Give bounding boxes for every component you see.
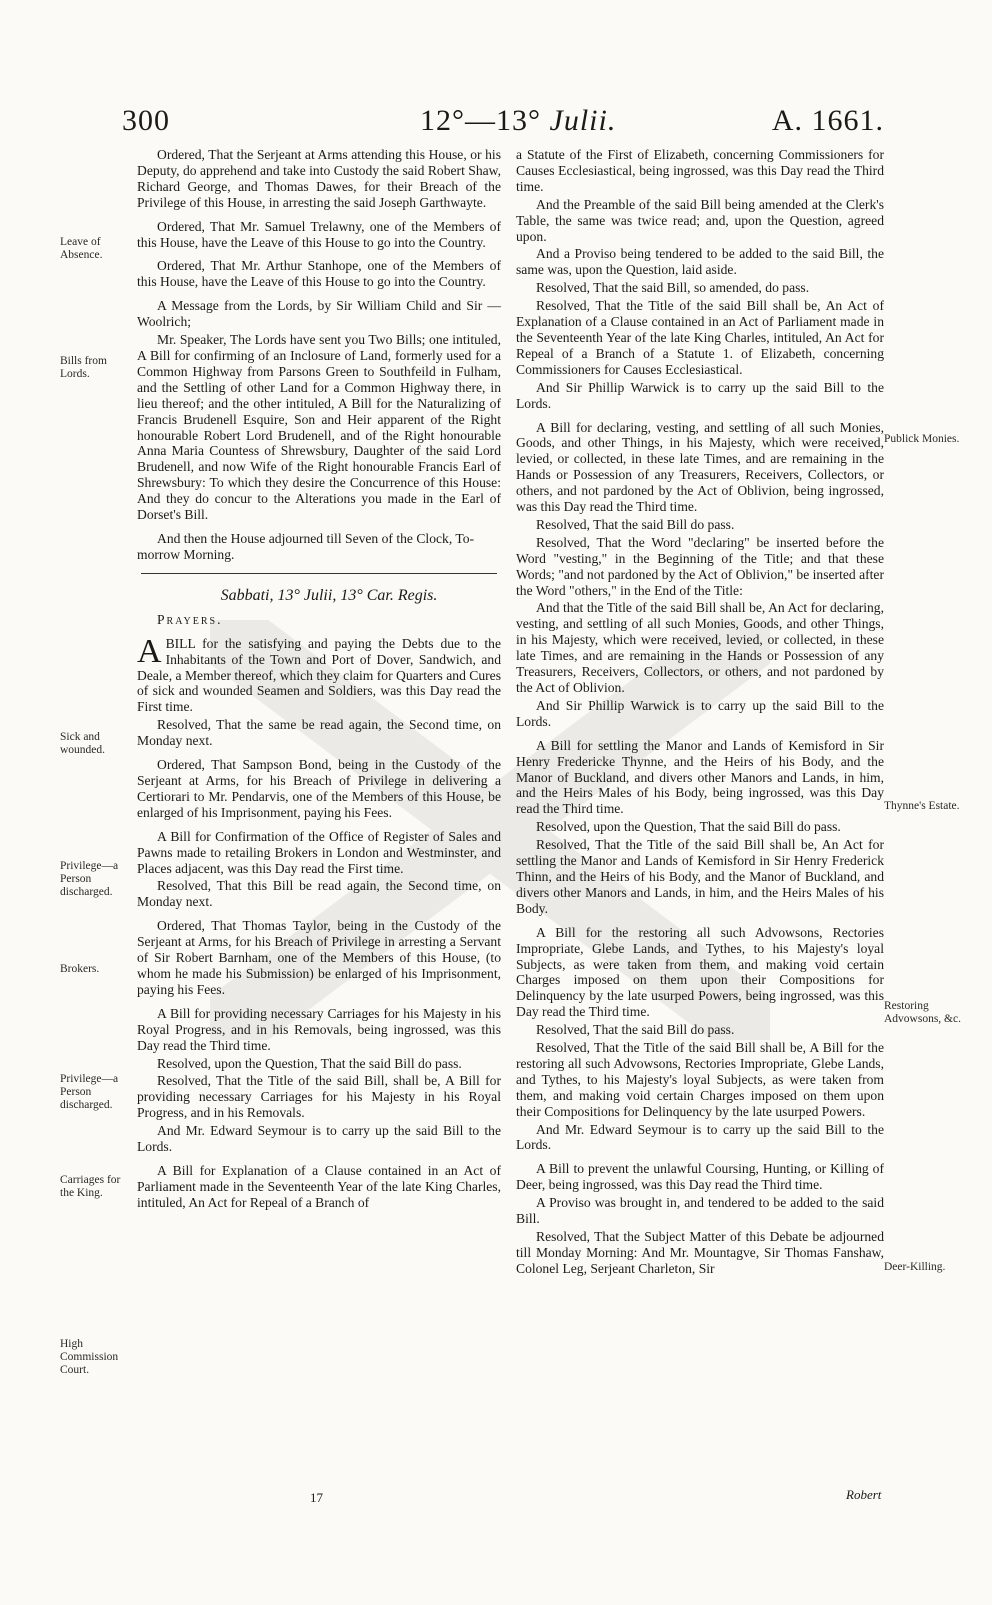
drop-cap: A	[137, 632, 162, 670]
entry-proviso-aside: And a Proviso being tendered to be added to the said Bill, the same was, upon the Question, laid aside.	[516, 246, 884, 278]
entry-dover-text: BILL for the satisfying and paying the Debts due to the Inhabitants of the Town and Port of Dover, Sandwich, and Deale, a Member thereof, which they claim for Quarters and Cures of sick and wounded Seamen and Soldiers, was this Day read the First time.	[137, 635, 501, 715]
margin-note-brokers: Brokers.	[60, 963, 100, 975]
entry-leave-trelawny: Ordered, That Mr. Samuel Trelawny, one of the Members of this House, have the Leave of this House to go into the Country.	[137, 218, 501, 250]
entry-brokers-bill: A Bill for Confirmation of the Office of Register of Sales and Pawns made to retailing Brokers in London and Westminster, and Places adjacent, was this Day read the First time.	[137, 828, 501, 876]
entry-warwick-2: And Sir Phillip Warwick is to carry up the said Bill to the Lords.	[516, 697, 884, 729]
entry-kemisford-title: Resolved, That the Title of the said Bill shall be, An Act for settling the Manor and Lands of Kemisford in Sir Henry Frederick Thinn, and the Heirs of his Body, and the Manor of Buckland, and divers other Manors and Lands, in him, and the Heirs Males of his Body.	[516, 837, 884, 916]
entry-monies-pass: Resolved, That the said Bill do pass.	[536, 516, 735, 532]
entry-statute-continued: a Statute of the First of Elizabeth, concerning Commissioners for Causes Ecclesiastical, being ingrossed, was this Day read the Third time.	[516, 147, 884, 194]
entry-high-commission-bill: A Bill for Explanation of a Clause contained in an Act of Parliament made in the Seventeenth Year of the late King Charles, intituled, An Act for Repeal of a Branch of	[137, 1162, 501, 1210]
entry-monies-bill: A Bill for declaring, vesting, and settling of all such Monies, Goods, and other Things, in his Majesty, which were received, levied, or collected, in these late Times, and are remaining in the Hands or Possession of any Treasurers, Receivers, Collectors, or others, and not pardoned by the Act of Oblivion, being ingrossed, was this Day read the Third time.	[516, 419, 884, 515]
entry-preamble-amended: And the Preamble of the said Bill being amended at the Clerk's Table, the same was twice read; and, upon the Question, agreed upon.	[516, 196, 884, 244]
running-date	[420, 104, 616, 138]
entry-kemisford-bill: A Bill for settling the Manor and Lands of Kemisford in Sir Henry Fredericke Thynne, and the Heirs of his Body, and the Manor of Buckland, and divers other Manors and Lands, in him, and the Heirs Males of his Body, being ingrossed, was this Day read the Third time.	[516, 737, 884, 817]
entry-kemisford-pass: Resolved, upon the Question, That the said Bill do pass.	[536, 819, 841, 835]
margin-note-publick-monies: Publick Monies.	[884, 433, 960, 445]
right-column	[516, 147, 884, 1285]
margin-note-privilege-1: Privilege—a Person discharged.	[60, 860, 119, 898]
entry-carriages-title: Resolved, That the Title of the said Bill, shall be, A Bill for providing necessary Carriages for his Majesty in his Royal Progress, and in his Removals.	[137, 1073, 501, 1121]
margin-note-thynne: Thynne's Estate.	[884, 800, 960, 812]
margin-note-advowsons: Restoring Advowsons, &c.	[884, 1000, 961, 1025]
catchword: Robert	[846, 1487, 882, 1502]
entry-lords-message: A Message from the Lords, by Sir William Child and Sir — Woolrich;	[137, 298, 501, 330]
page-number: 300	[122, 104, 170, 137]
entry-brokers-resolved: Resolved, That this Bill be read again, the Second time, on Monday next.	[137, 878, 501, 910]
margin-note-privilege-2: Privilege—a Person discharged.	[60, 1073, 119, 1111]
entry-warwick-1: And Sir Phillip Warwick is to carry up the said Bill to the Lords.	[516, 379, 884, 411]
entry-carriages-bill: A Bill for providing necessary Carriages for his Majesty in his Royal Progress, and in his Removals, being ingrossed, was this Day read the Third time.	[137, 1005, 501, 1053]
margin-note-high-commission: High Commission Court.	[60, 1338, 119, 1376]
entry-explanation-title: Resolved, That the Title of the said Bill shall be, An Act of Explanation of a Clause contained in an Act of Parliament made in the Seventeenth Year of the late King Charles, intituled, An Act for Repeal of a Branch of a Statute 1. of Elizabeth, concerning Commissioners for Causes Ecclesiastical.	[516, 298, 884, 377]
entry-deer-adjourned: Resolved, That the Subject Matter of this Debate be adjourned till Monday Morning: And Mr. Mountagve, Sir Thomas Fanshaw, Colonel Leg, Serjeant Charleton, Sir	[516, 1229, 884, 1276]
entry-monies-title: And that the Title of the said Bill shall be, An Act for declaring, vesting, and settling of all such Monies, Goods, and other Things, in his Majesty, which were received, levied, or collected, in these late Times, and are remaining in the Hands or Possession of any Treasurers, Receivers, Collectors, or others, and not pardoned by the Act of Oblivion.	[516, 600, 884, 695]
margin-note-carriages: Carriages for the King.	[60, 1174, 121, 1199]
entry-monies-words: Resolved, That the Word "declaring" be inserted before the Word "vesting," in the Beginning of the Title; and that these Words; "and not pardoned by the Act of Oblivion," be inserted after the Word "others," in the End of the Title:	[516, 534, 884, 598]
entry-amended-pass: Resolved, That the said Bill, so amended, do pass.	[536, 280, 810, 296]
day-heading: Sabbati, 13° Julii, 13° Car. Regis.	[220, 586, 438, 604]
section-divider	[141, 573, 497, 574]
entry-speaker-bills: Mr. Speaker, The Lords have sent you Two Bills; one intituled, A Bill for confirming of an Inclosure of Land, formerly used for a Common Highway from Parsons Green to Southfeild in Fulham, and the Settling of other Land for a Common Highway there, in lieu thereof; and the other intituled, A Bill for the Naturalizing of Francis Brudenell Esquire, Son and Heir apparent of the Right honourable Robert Lord Brudenell, and of the Right honourable Anna Maria Countess of Shrewsbury, Daughter of the said Lord Brudenell, and now Wife of the Right honourable Francis Earl of Shrewsbury: To which they desire the Concurrence of this House: And they do concur to the Alterations you made in the Earl of Dorset's Bill.	[137, 332, 501, 523]
signature-mark: 17	[310, 1490, 323, 1505]
entry-dover-resolved: Resolved, That the same be read again, the Second time, on Monday next.	[137, 717, 501, 749]
entry-carriages-seymour: And Mr. Edward Seymour is to carry up the said Bill to the Lords.	[137, 1123, 501, 1155]
margin-note-bills-lords: Bills from Lords.	[60, 355, 107, 380]
entry-seymour-2: And Mr. Edward Seymour is to carry up the said Bill to the Lords.	[516, 1121, 884, 1153]
entry-advowsons-pass: Resolved, That the said Bill do pass.	[536, 1022, 735, 1038]
adjournment-note: And then the House adjourned till Seven of the Clock, To-morrow Morning.	[137, 530, 475, 562]
page-header	[0, 104, 992, 144]
entry-carriages-pass: Resolved, upon the Question, That the said Bill do pass.	[157, 1055, 462, 1071]
margin-note-sick: Sick and wounded.	[60, 731, 106, 756]
year-heading: A. 1661.	[771, 104, 884, 137]
entry-deer-bill: A Bill to prevent the unlawful Coursing, Hunting, or Killing of Deer, being ingrossed, was this Day read the Third time.	[516, 1161, 884, 1193]
margin-note-deer: Deer-Killing.	[884, 1261, 946, 1273]
left-column	[137, 147, 501, 1219]
entry-advowsons-bill: A Bill for the restoring all such Advowsons, Rectories Impropriate, Glebe Lands, and Tythes, to his Majesty's loyal Subjects, as were taken from them, and making void certain Charges imposed on them upon their Compositions for Delinquency by the late usurped Powers, being ingrossed, was this Day read the Third time.	[516, 924, 884, 1020]
prayers-heading: Prayers.	[157, 611, 223, 627]
margin-note-leave: Leave of Absence.	[60, 236, 103, 261]
entry-advowsons-title: Resolved, That the Title of the said Bill shall be, A Bill for the restoring all such Advowsons, Rectories Impropriate, Glebe Lands, and Tythes, to his Majesty's loyal Subjects, as were taken from them, and making void certain Charges imposed on them upon their Compositions for Delinquency by the late usurped Powers.	[516, 1040, 884, 1119]
date-month: Julii.	[549, 104, 617, 137]
entry-deer-proviso: A Proviso was brought in, and tendered to be added to the said Bill.	[516, 1195, 884, 1227]
entry-dover-debts	[137, 632, 501, 716]
entry-serjeant-order: Ordered, That the Serjeant at Arms attending this House, or his Deputy, do apprehend and take into Custody the said Robert Shaw, Richard George, and Thomas Dawes, for their Breach of the Privilege of this House, in arresting the said Joseph Garthwayte.	[137, 147, 501, 210]
entry-taylor-order: Ordered, That Thomas Taylor, being in the Custody of the Serjeant at Arms, for his Breach of Privilege in arresting a Servant of Sir Robert Barnham, one of the Members of this House, (to whom he made his Submission) be enlarged of his Imprisonment, paying his Fees.	[137, 918, 501, 997]
date-prefix: 12°—13°	[420, 104, 541, 137]
entry-leave-stanhope: Ordered, That Mr. Arthur Stanhope, one of the Members of this House, have the Leave of this House to go into the Country.	[137, 258, 501, 290]
entry-bond-order: Ordered, That Sampson Bond, being in the Custody of the Serjeant at Arms, for his Breach of Privilege in delivering a Certiorari to Mr. Pendarvis, one of the Members of this House, be enlarged of his Imprisonment, paying his Fees.	[137, 757, 501, 820]
